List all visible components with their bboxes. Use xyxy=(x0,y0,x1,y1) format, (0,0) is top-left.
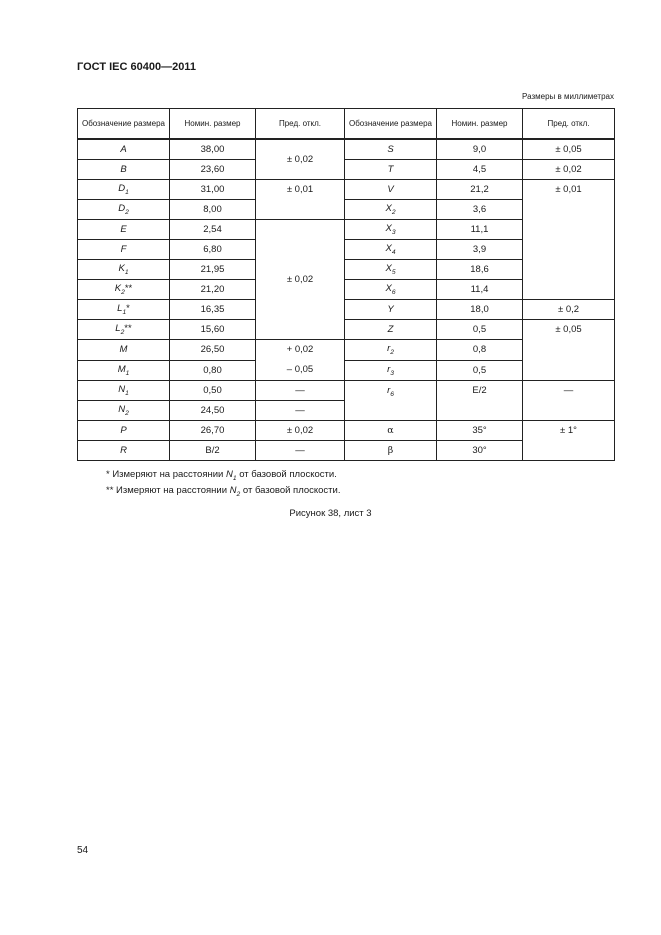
designation-cell: $K_1$ xyxy=(78,260,170,280)
tolerance-cell: ± 0,02 xyxy=(256,139,345,180)
table-header-row xyxy=(78,109,615,140)
designation-cell: $K_2**$ xyxy=(78,280,170,300)
designation-cell: β xyxy=(345,441,437,461)
header-nominal: Номин. размер xyxy=(170,109,256,140)
designation-cell: $L_2**$ xyxy=(78,320,170,340)
designation-cell: $M_1$ xyxy=(78,360,170,381)
designation-cell: P xyxy=(78,421,170,441)
value-cell: 18,6 xyxy=(437,260,523,280)
value-cell: 16,35 xyxy=(170,300,256,320)
header-tolerance: Пред. откл. xyxy=(523,109,615,140)
tolerance-cell: ± 0,05 xyxy=(523,139,615,160)
tolerance-cell: — xyxy=(256,381,345,401)
tolerance-cell: — xyxy=(256,441,345,461)
value-cell: 35° xyxy=(437,421,523,441)
value-cell: 11,1 xyxy=(437,220,523,240)
table-row xyxy=(78,160,615,180)
tolerance-cell: — xyxy=(523,381,615,421)
designation-cell: V xyxy=(345,180,437,200)
designation-cell: $r_3$ xyxy=(345,360,437,381)
value-cell: 0,50 xyxy=(170,381,256,401)
designation-cell: $X_6$ xyxy=(345,280,437,300)
tolerance-cell: ± 1° xyxy=(523,421,615,461)
value-cell: B/2 xyxy=(170,441,256,461)
designation-cell: Y xyxy=(345,300,437,320)
tolerance-cell: ± 0,05 xyxy=(523,320,615,381)
designation-cell: $X_2$ xyxy=(345,200,437,220)
value-cell: 9,0 xyxy=(437,139,523,160)
designation-cell: Z xyxy=(345,320,437,340)
value-cell: 21,2 xyxy=(437,180,523,200)
value-cell: 38,00 xyxy=(170,139,256,160)
value-cell: 0,80 xyxy=(170,360,256,381)
designation-cell: α xyxy=(345,421,437,441)
value-cell: 31,00 xyxy=(170,180,256,200)
table-row xyxy=(78,421,615,441)
figure-caption: Рисунок 38, лист 3 xyxy=(289,508,372,519)
value-cell: 0,8 xyxy=(437,340,523,361)
value-cell: E/2 xyxy=(437,381,523,421)
designation-cell: $N_2$ xyxy=(78,401,170,421)
value-cell: 26,70 xyxy=(170,421,256,441)
designation-cell: $X_4$ xyxy=(345,240,437,260)
tolerance-cell: ± 0,02 xyxy=(523,160,615,180)
dimensions-table xyxy=(77,108,615,461)
designation-cell: E xyxy=(78,220,170,240)
value-cell: 24,50 xyxy=(170,401,256,421)
value-cell: 21,20 xyxy=(170,280,256,300)
value-cell: 2,54 xyxy=(170,220,256,240)
value-cell: 6,80 xyxy=(170,240,256,260)
value-cell: 8,00 xyxy=(170,200,256,220)
tolerance-cell: — xyxy=(256,401,345,421)
header-designation: Обозначение размера xyxy=(345,109,437,140)
value-cell: 3,6 xyxy=(437,200,523,220)
value-cell: 26,50 xyxy=(170,340,256,361)
designation-cell: $X_5$ xyxy=(345,260,437,280)
table-row xyxy=(78,139,615,160)
designation-cell: $L_1*$ xyxy=(78,300,170,320)
table-row xyxy=(78,320,615,340)
tolerance-cell: ± 0,2 xyxy=(523,300,615,320)
value-cell: 21,95 xyxy=(170,260,256,280)
table-row xyxy=(78,381,615,401)
table-row xyxy=(78,180,615,200)
value-cell: 4,5 xyxy=(437,160,523,180)
designation-cell: $r_6$ xyxy=(345,381,437,421)
designation-cell: M xyxy=(78,340,170,361)
units-note: Размеры в миллиметрах xyxy=(522,92,614,101)
value-cell: 18,0 xyxy=(437,300,523,320)
value-cell: 15,60 xyxy=(170,320,256,340)
value-cell: 30° xyxy=(437,441,523,461)
designation-cell: $D_1$ xyxy=(78,180,170,200)
designation-cell: B xyxy=(78,160,170,180)
designation-cell: $N_1$ xyxy=(78,381,170,401)
designation-cell: $D_2$ xyxy=(78,200,170,220)
footnote-single-asterisk: * Измеряют на расстоянии $N_1$ от базовой плоскости. xyxy=(106,469,337,482)
value-cell: 3,9 xyxy=(437,240,523,260)
value-cell: 23,60 xyxy=(170,160,256,180)
footnote-double-asterisk: ** Измеряют на расстоянии $N_2$ от базовой плоскости. xyxy=(106,485,341,498)
value-cell: 11,4 xyxy=(437,280,523,300)
value-cell: 0,5 xyxy=(437,360,523,381)
designation-cell: T xyxy=(345,160,437,180)
designation-cell: F xyxy=(78,240,170,260)
tolerance-cell: + 0,02 – 0,05 xyxy=(256,340,345,381)
tolerance-cell: ± 0,02 xyxy=(256,220,345,340)
designation-cell: A xyxy=(78,139,170,160)
designation-cell: S xyxy=(345,139,437,160)
value-cell: 0,5 xyxy=(437,320,523,340)
designation-cell: $X_3$ xyxy=(345,220,437,240)
page-number: 54 xyxy=(77,845,89,856)
header-designation: Обозначение размера xyxy=(78,109,170,140)
document-code: ГОСТ IEC 60400—2011 xyxy=(77,61,196,73)
header-tolerance: Пред. откл. xyxy=(256,109,345,140)
tolerance-cell: ± 0,02 xyxy=(256,421,345,441)
tolerance-cell: ± 0,01 xyxy=(256,180,345,220)
header-nominal: Номин. размер xyxy=(437,109,523,140)
designation-cell: R xyxy=(78,441,170,461)
tolerance-cell: ± 0,01 xyxy=(523,180,615,300)
table-row xyxy=(78,300,615,320)
designation-cell: $r_2$ xyxy=(345,340,437,361)
